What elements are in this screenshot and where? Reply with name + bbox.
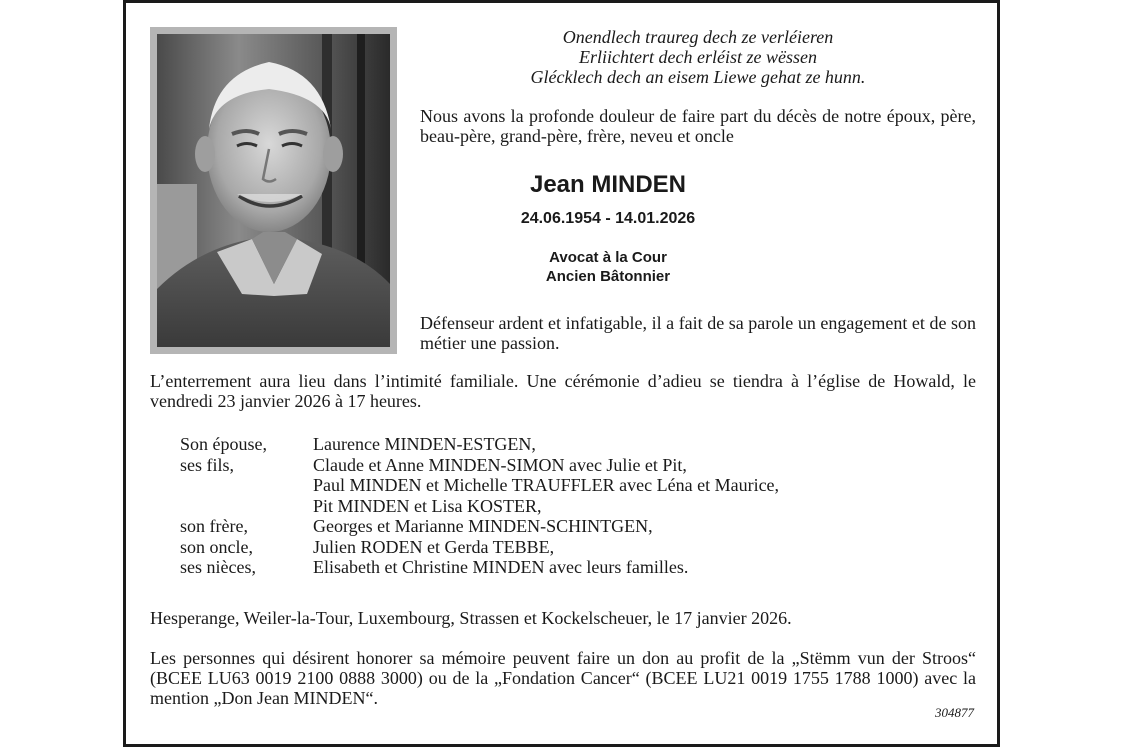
honorary-title: Ancien Bâtonnier (545, 268, 671, 285)
family-names: Pit MINDEN et Lisa KOSTER, (313, 495, 542, 516)
life-dates: 24.06.1954 - 14.01.2026 (520, 210, 696, 227)
family-row (180, 455, 779, 476)
family-relation: Son épouse, (180, 434, 267, 454)
portrait-photo-frame (150, 27, 397, 354)
family-relation: ses fils, (180, 454, 234, 475)
family-names: Elisabeth et Christine MINDEN avec leurs familles. (313, 557, 689, 577)
motto-line: Glécklech dech an eisem Liewe gehat ze hunn. (530, 67, 866, 87)
motto (420, 27, 976, 87)
family-names: Paul MINDEN et Michelle TRAUFFLER avec Léna et Maurice, (313, 475, 780, 495)
family-names: Georges et Marianne MINDEN-SCHINTGEN, (313, 516, 653, 536)
donation-notice: Les personnes qui désirent honorer sa mémoire peuvent faire un don au profit de la „Stëmm vun der Stroos“ (BCEE LU63 0019 2100 0888 3000) ou de la „Fondation Cancer“ (BCEE LU21 0019 1755 1788 1000) avec la mention „Don Jean MINDEN“. (150, 648, 976, 708)
family-names: Claude et Anne MINDEN-SIMON avec Julie et Pit, (313, 454, 687, 475)
family-row (180, 434, 779, 455)
family-names: Laurence MINDEN-ESTGEN, (313, 434, 536, 454)
deceased-name: Jean MINDEN (529, 171, 687, 198)
family-list (180, 434, 779, 578)
family-relation (180, 475, 313, 496)
family-row (180, 537, 779, 558)
announcement: Nous avons la profonde douleur de faire part du décès de notre époux, père, beau-père, grand-père, frère, neveu et oncle (420, 106, 976, 146)
profession-title: Avocat à la Cour (549, 249, 667, 266)
family-relation: son oncle, (180, 536, 253, 557)
family-row (180, 475, 779, 496)
funeral-announcement: L’enterrement aura lieu dans l’intimité familiale. Une cérémonie d’adieu se tiendra à l’église de Howald, le vendredi 23 janvier 2026 à 17 heures. (150, 371, 976, 411)
tribute: Défenseur ardent et infatigable, il a fait de sa parole un engagement et de son métier une passion. (420, 313, 976, 353)
family-relation: son frère, (180, 516, 248, 536)
portrait-photo (157, 34, 390, 347)
family-relation (180, 496, 313, 517)
family-names: Julien RODEN et Gerda TEBBE, (313, 536, 555, 557)
family-row (180, 516, 779, 537)
reference-number: 304877 (935, 705, 974, 720)
motto-line: Onendlech traureg dech ze verléieren (562, 27, 834, 47)
family-relation: ses nièces, (180, 557, 256, 577)
place-and-date: Hesperange, Weiler-la-Tour, Luxembourg, Strassen et Kockelscheuer, le 17 janvier 2026. (150, 608, 792, 628)
family-row (180, 557, 779, 578)
family-row (180, 496, 779, 517)
motto-line: Erliichtert dech erléist ze wëssen (579, 47, 817, 67)
